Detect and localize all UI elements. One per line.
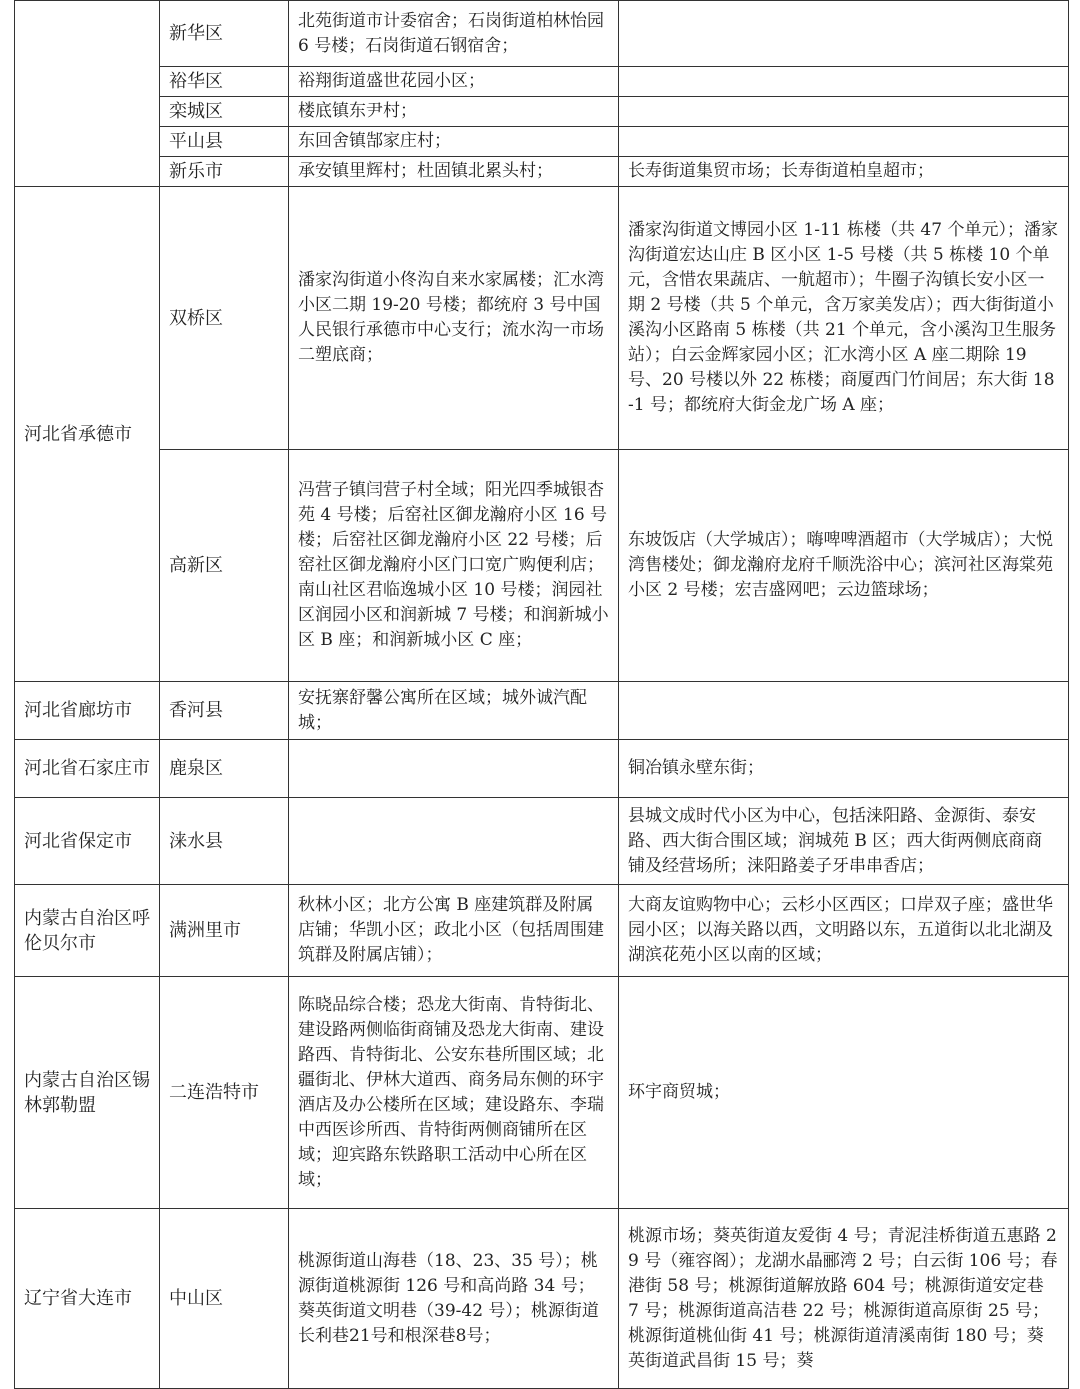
col4-cell: 长寿街道集贸市场；长寿街道柏皇超市； [619, 157, 1069, 187]
col4-cell [619, 127, 1069, 157]
district-cell: 中山区 [160, 1209, 289, 1389]
col3-cell [289, 740, 619, 798]
city-cell: 河北省承德市 [15, 187, 160, 682]
table-row [15, 1209, 1069, 1389]
district-cell: 双桥区 [160, 187, 289, 450]
district-cell: 香河县 [160, 682, 289, 740]
city-cell: 河北省廊坊市 [15, 682, 160, 740]
table-row [15, 740, 1069, 798]
table-row [15, 187, 1069, 450]
col3-cell: 陈晓品综合楼；恐龙大街南、肯特街北、建设路两侧临街商铺及恐龙大街南、建设路西、肯特街北、公安东巷所围区域；北疆街北、伊林大道西、商务局东侧的环宇酒店及办公楼所在区域；建设路东、李瑞中西医诊所西、肯特街两侧商铺所在区域；迎宾路东铁路职工活动中心所在区域； [289, 977, 619, 1209]
table-row [15, 97, 1069, 127]
city-cell: 河北省保定市 [15, 798, 160, 885]
table-row [15, 682, 1069, 740]
district-cell: 新华区 [160, 1, 289, 67]
col4-cell: 东坡饭店（大学城店）；嗨啤啤酒超市（大学城店）；大悦湾售楼处；御龙瀚府龙府千顺洗浴中心；滨河社区海棠苑小区 2 号楼；宏吉盛网吧；云边篮球场； [619, 450, 1069, 682]
district-cell: 鹿泉区 [160, 740, 289, 798]
col3-cell: 裕翔街道盛世花园小区； [289, 67, 619, 97]
col3-cell: 冯营子镇闫营子村全域；阳光四季城银杏苑 4 号楼；后窑社区御龙瀚府小区 16 号楼；后窑社区御龙瀚府小区 22 号楼；后窑社区御龙瀚府小区门口宽广购便利店；南山社区君临逸城小区 10 号楼；润园社区润园小区和润新城 7 号楼；和润新城小区 B 座；和润新城小区 C 座； [289, 450, 619, 682]
city-cell [15, 1, 160, 187]
table-row [15, 885, 1069, 977]
col4-cell: 县城文成时代小区为中心，包括涞阳路、金源街、泰安路、西大街合围区域；润城苑 B 区；西大街两侧底商商铺及经营场所；涞阳路姜子牙串串香店； [619, 798, 1069, 885]
city-cell: 内蒙古自治区呼伦贝尔市 [15, 885, 160, 977]
district-cell: 高新区 [160, 450, 289, 682]
table-row [15, 798, 1069, 885]
col3-cell [289, 798, 619, 885]
district-cell: 裕华区 [160, 67, 289, 97]
city-cell: 河北省石家庄市 [15, 740, 160, 798]
district-cell: 涞水县 [160, 798, 289, 885]
col3-cell: 安抚寨舒馨公寓所在区域；城外诚汽配城； [289, 682, 619, 740]
col4-cell [619, 67, 1069, 97]
col4-cell: 铜冶镇永壁东街； [619, 740, 1069, 798]
district-cell: 栾城区 [160, 97, 289, 127]
city-cell: 辽宁省大连市 [15, 1209, 160, 1389]
col3-cell: 北苑街道市计委宿舍；石岗街道柏林怡园 6 号楼；石岗街道石钢宿舍； [289, 1, 619, 67]
district-cell: 二连浩特市 [160, 977, 289, 1209]
table-row [15, 1, 1069, 67]
table-row [15, 127, 1069, 157]
col3-cell: 东回舍镇郜家庄村； [289, 127, 619, 157]
col3-cell: 楼底镇东尹村； [289, 97, 619, 127]
city-cell: 内蒙古自治区锡林郭勒盟 [15, 977, 160, 1209]
table-row [15, 67, 1069, 97]
col4-cell: 大商友谊购物中心；云杉小区西区；口岸双子座；盛世华园小区；以海关路以西，文明路以东，五道街以北北湖及湖滨花苑小区以南的区域； [619, 885, 1069, 977]
col4-cell [619, 97, 1069, 127]
col4-cell: 桃源市场；葵英街道友爱街 4 号；青泥洼桥街道五惠路 29 号（雍容阁）；龙湖水晶郦湾 2 号；白云街 106 号；春港街 58 号；桃源街道解放路 604 号；桃源街道安定巷 7 号；桃源街道高洁巷 22 号；桃源街道高原街 25 号；桃源街道桃仙街 41 号；桃源街道清溪南街 180 号；葵英街道武昌街 15 号；葵 [619, 1209, 1069, 1389]
col3-cell: 秋林小区；北方公寓 B 座建筑群及附属店铺；华凯小区；政北小区（包括周围建筑群及附属店铺）； [289, 885, 619, 977]
col3-cell: 承安镇里辉村；杜固镇北累头村； [289, 157, 619, 187]
district-cell: 平山县 [160, 127, 289, 157]
table-row [15, 157, 1069, 187]
col3-cell: 潘家沟街道小佟沟自来水家属楼；汇水湾小区二期 19-20 号楼；都统府 3 号中国人民银行承德市中心支行；流水沟一市场二塑底商； [289, 187, 619, 450]
table-row [15, 977, 1069, 1209]
district-cell: 新乐市 [160, 157, 289, 187]
col4-cell: 潘家沟街道文博园小区 1-11 栋楼（共 47 个单元）；潘家沟街道宏达山庄 B 区小区 1-5 号楼（共 5 栋楼 10 个单元，含惜农果蔬店、一航超市）；牛圈子沟镇长安小区一期 2 号楼（共 5 个单元，含万家美发店）；西大街街道小溪沟小区路南 5 栋楼（共 21 个单元，含小溪沟卫生服务站）；白云金辉家园小区；汇水湾小区 A 座二期除 19 号、20 号楼以外 22 栋楼；商厦西门竹间居；东大街 18-1 号；都统府大街金龙广场 A 座； [619, 187, 1069, 450]
col4-cell [619, 682, 1069, 740]
col4-cell: 环宇商贸城； [619, 977, 1069, 1209]
col4-cell [619, 1, 1069, 67]
col3-cell: 桃源街道山海巷（18、23、35 号）；桃源街道桃源街 126 号和高尚路 34 号；葵英街道文明巷（39-42 号）；桃源街道长利巷21号和根深巷8号； [289, 1209, 619, 1389]
district-cell: 满洲里市 [160, 885, 289, 977]
area-table [14, 0, 1069, 1389]
table-row [15, 450, 1069, 682]
